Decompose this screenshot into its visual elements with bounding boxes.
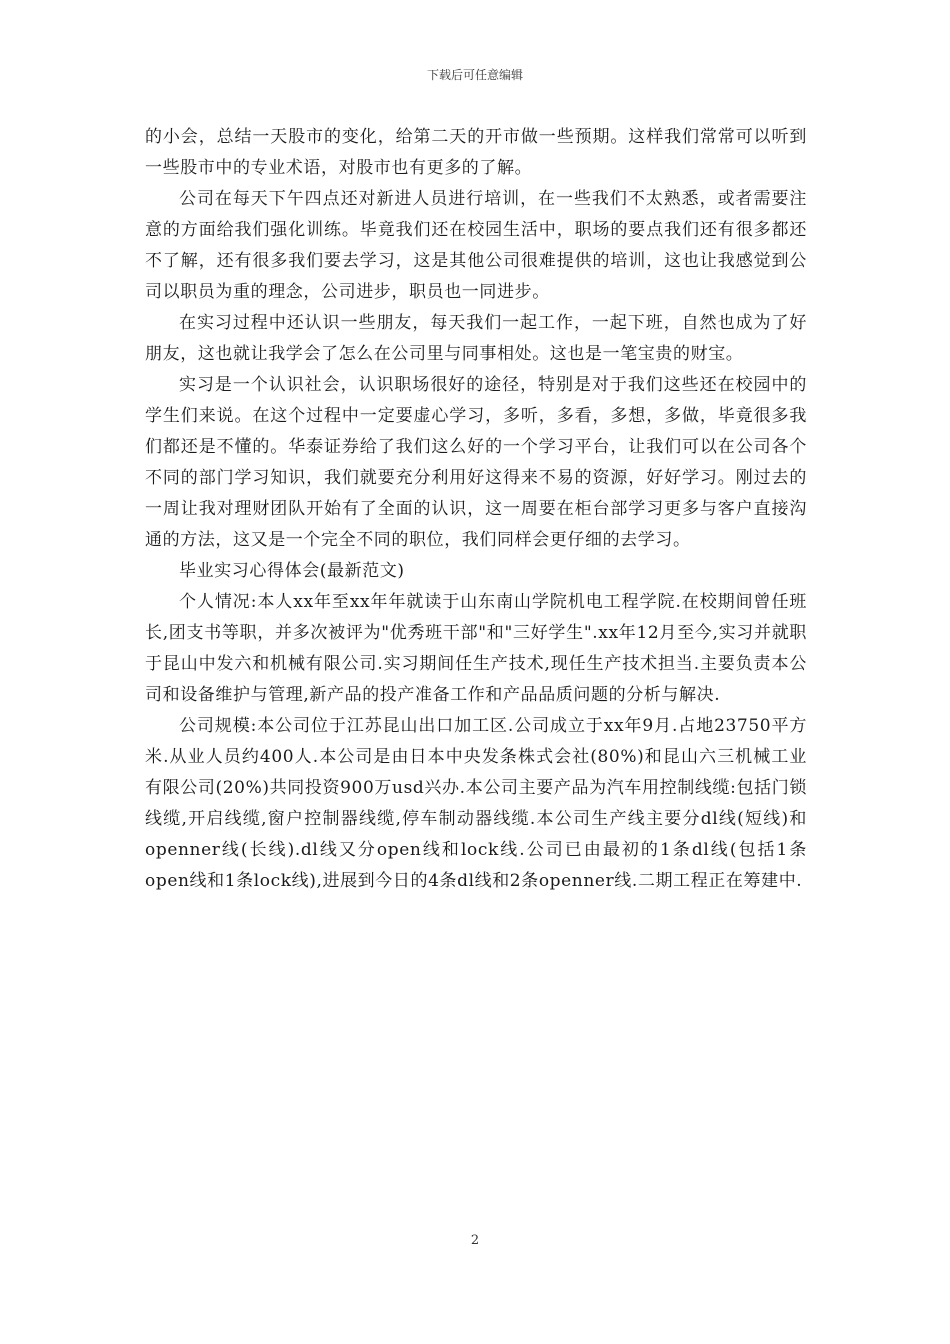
document-body xyxy=(145,122,807,897)
paragraph-company-scale: 公司规模:本公司位于江苏昆山出口加工区.公司成立于xx年9月.占地23750平方米.从业人员约400人.本公司是由日本中央发条株式会社(80%)和昆山六三机械工业有限公司(20%)共同投资900万usd兴办.本公司主要产品为汽车用控制线缆:包括门锁线缆,开启线缆,窗户控制器线缆,停车制动器线缆.本公司生产线主要分dl线(短线)和openner线(长线).dl线又分open线和lock线.公司已由最初的1条dl线(包括1条open线和1条lock线),进展到今日的4条dl线和2条openner线.二期工程正在筹建中. xyxy=(145,716,807,891)
page-header: 下载后可任意编辑 xyxy=(426,68,523,82)
paragraph-friends: 在实习过程中还认识一些朋友，每天我们一起工作，一起下班，自然也成为了好朋友，这也就让我学会了怎么在公司里与同事相处。这也是一笔宝贵的财宝。 xyxy=(145,313,807,364)
page-number: 2 xyxy=(470,1233,480,1248)
paragraph-continuation: 的小会，总结一天股市的变化，给第二天的开市做一些预期。这样我们常常可以听到一些股市中的专业术语，对股市也有更多的了解。 xyxy=(145,127,807,178)
paragraph-personal-info: 个人情况:本人xx年至xx年年就读于山东南山学院机电工程学院.在校期间曾任班长,团支书等职，并多次被评为"优秀班干部"和"三好学生".xx年12月至今,实习并就职于昆山中发六和机械有限公司.实习期间任生产技术,现任生产技术担当.主要负责本公司和设备维护与管理,新产品的投产准备工作和产品品质问题的分析与解决. xyxy=(145,592,807,705)
paragraph-training: 公司在每天下午四点还对新进人员进行培训，在一些我们不太熟悉，或者需要注意的方面给我们强化训练。毕竟我们还在校园生活中，职场的要点我们还有很多都还不了解，还有很多我们要去学习，这是其他公司很难提供的培训，这也让我感觉到公司以职员为重的理念，公司进步，职员也一同进步。 xyxy=(145,189,807,302)
section-title: 毕业实习心得体会(最新范文) xyxy=(179,561,405,581)
paragraph-internship-summary: 实习是一个认识社会，认识职场很好的途径，特别是对于我们这些还在校园中的学生们来说。在这个过程中一定要虚心学习，多听，多看，多想，多做，毕竟很多我们都还是不懂的。华泰证券给了我们这么好的一个学习平台，让我们可以在公司各个不同的部门学习知识，我们就要充分利用好这得来不易的资源，好好学习。刚过去的一周让我对理财团队开始有了全面的认识，这一周要在柜台部学习更多与客户直接沟通的方法，这又是一个完全不同的职位，我们同样会更仔细的去学习。 xyxy=(145,375,807,550)
